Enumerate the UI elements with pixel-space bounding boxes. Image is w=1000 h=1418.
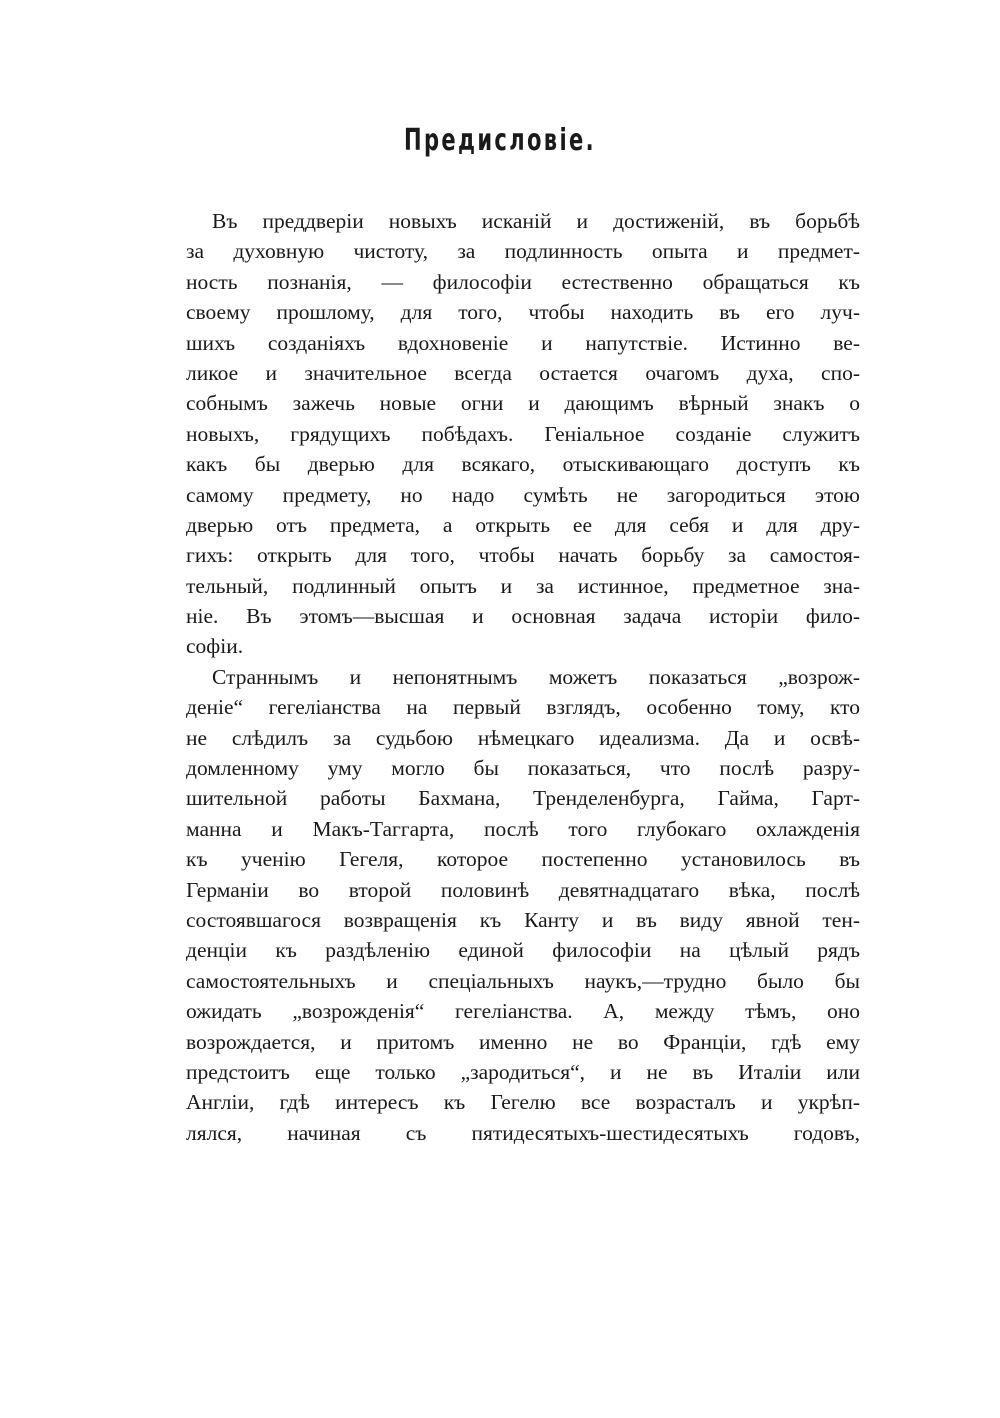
text-line: предстоитъ еще только „зародиться“, и не въ Италіи или	[186, 1059, 860, 1084]
text-line: дверью отъ предмета, а открыть ее для себя и для дру-	[186, 512, 860, 537]
text-line: новыхъ, грядущихъ побѣдахъ. Геніальное созданіе служитъ	[186, 421, 860, 446]
text-line: Англіи, гдѣ интересъ къ Гегелю все возрасталъ и укрѣп-	[186, 1090, 860, 1115]
text-line: не слѣдилъ за судьбою нѣмецкаго идеализма. Да и освѣ-	[186, 725, 860, 750]
text-line: Германіи во второй половинѣ девятнадцатаго вѣка, послѣ	[186, 877, 860, 902]
text-line: деніе“ гегеліанства на первый взглядъ, особенно тому, кто	[186, 695, 860, 720]
text-line: Въ преддверіи новыхъ исканій и достиженій, въ борьбѣ	[212, 209, 860, 233]
text-line: домленному уму могло бы показаться, что послѣ разру-	[186, 756, 860, 781]
page-title: Предисловіе.	[403, 123, 596, 158]
text-line: своему прошлому, для того, чтобы находить въ его луч-	[186, 300, 860, 325]
text-line: ніе. Въ этомъ—высшая и основная задача исторіи фило-	[186, 604, 860, 629]
text-line: какъ бы дверью для всякаго, отыскивающаго доступъ къ	[186, 452, 860, 477]
text-line: шихъ созданіяхъ вдохновеніе и напутствіе. Истинно ве-	[186, 330, 860, 355]
text-line: денціи къ раздѣленію единой философіи на цѣлый рядъ	[186, 938, 860, 963]
text-line: ность познанія, — философіи естественно обращаться къ	[186, 269, 860, 294]
text-line: манна и Макъ-Таггарта, послѣ того глубокаго охлажденія	[186, 816, 860, 841]
text-line: софіи.	[186, 634, 244, 659]
text-line: за духовную чистоту, за подлинность опыта и предмет-	[186, 239, 860, 264]
text-line: шительной работы Бахмана, Тренделенбурга, Гайма, Гарт-	[186, 786, 860, 811]
text-line: лялся, начиная съ пятидесятыхъ-шестидесятыхъ годовъ,	[186, 1120, 860, 1145]
text-line: къ ученію Гегеля, которое постепенно установилось въ	[186, 847, 860, 872]
text-line: гихъ: открыть для того, чтобы начать борьбу за самостоя-	[186, 543, 860, 568]
text-line: тельный, подлинный опытъ и за истинное, предметное зна-	[186, 573, 860, 598]
text-line: собнымъ зажечь новые огни и дающимъ вѣрный знакъ о	[186, 391, 860, 416]
text-line: самостоятельныхъ и спеціальныхъ наукъ,—трудно было бы	[186, 968, 860, 993]
text-line: ожидать „возрожденія“ гегеліанства. А, между тѣмъ, оно	[186, 999, 860, 1024]
body-text	[186, 206, 860, 1148]
text-line: ликое и значительное всегда остается очагомъ духа, спо-	[186, 360, 860, 385]
text-line: самому предмету, но надо сумѣть не загородиться этою	[186, 482, 860, 507]
text-line: Страннымъ и непонятнымъ можетъ показаться „возрож-	[212, 664, 860, 689]
text-line: возрождается, и притомъ именно не во Франціи, гдѣ ему	[186, 1029, 860, 1054]
text-line: состоявшагося возвращенія къ Канту и въ виду явной тен-	[186, 907, 860, 932]
